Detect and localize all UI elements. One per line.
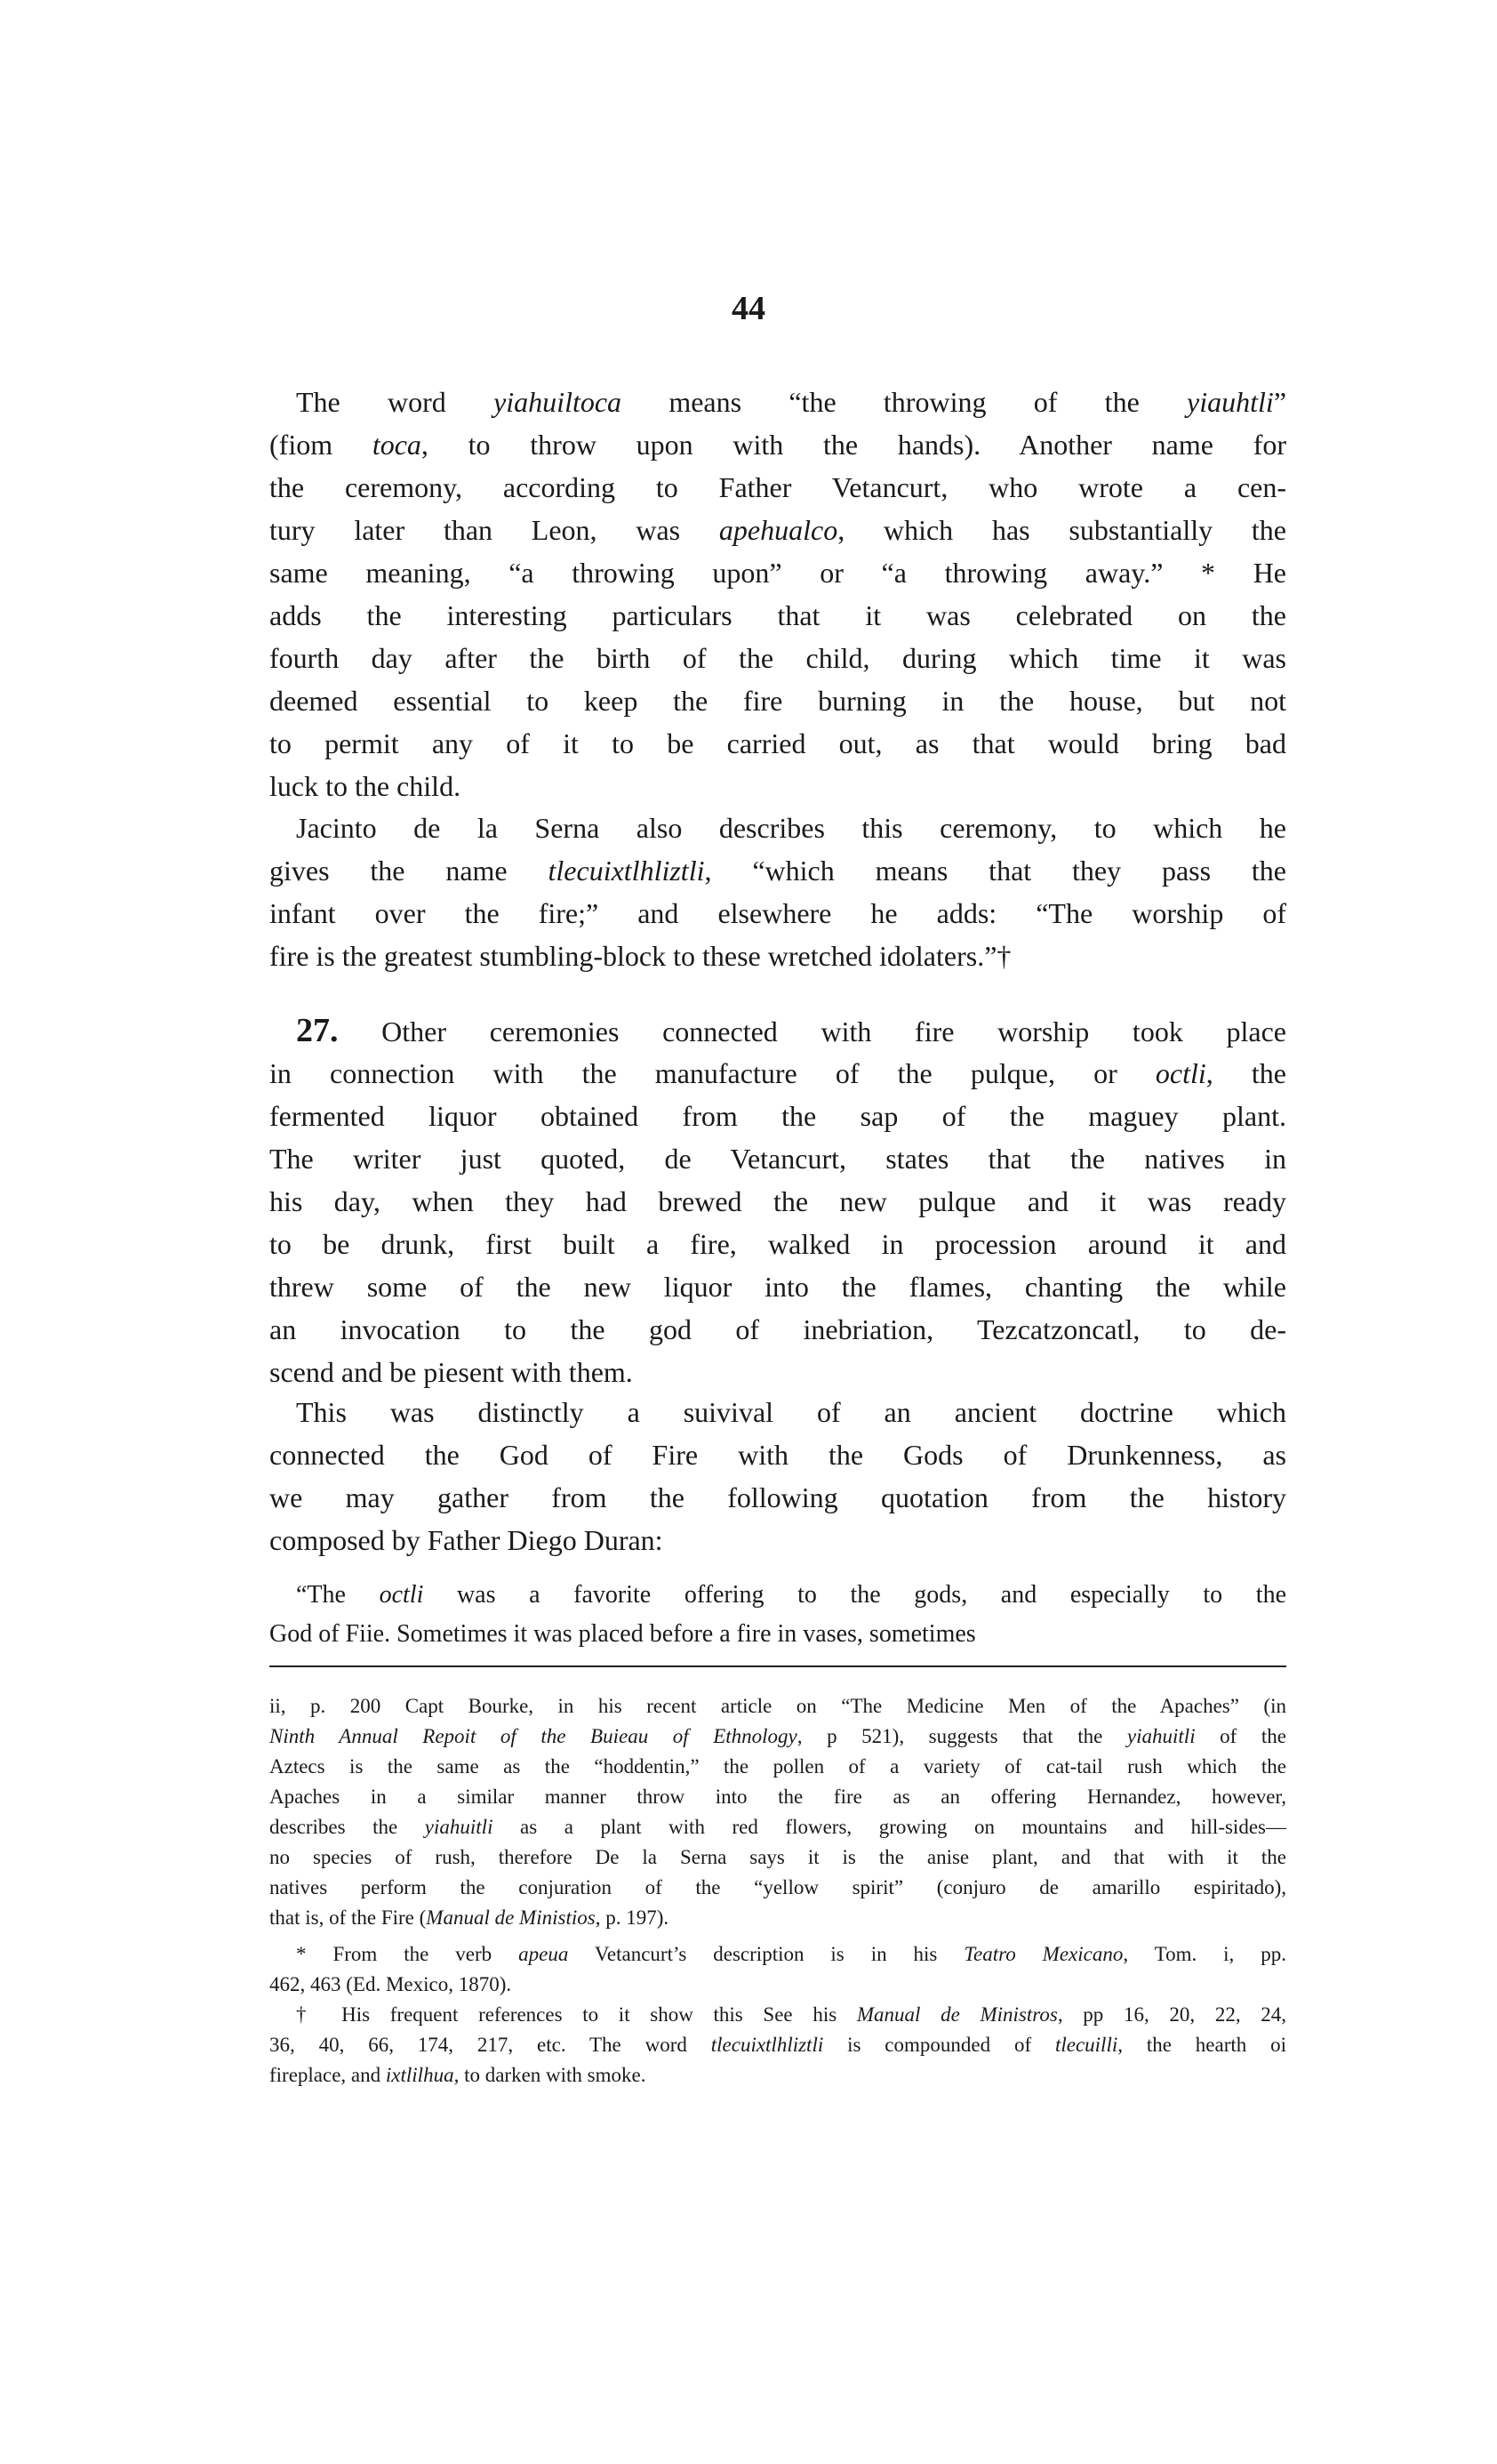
italic-text: toca: [372, 429, 421, 461]
text-line: [269, 2030, 1286, 2060]
text-segment: , “which means that they pass the: [704, 855, 1287, 887]
text-segment: means “the throwing of the: [621, 386, 1188, 418]
text-segment: to permit any of it to be carried out, as that would bring bad: [269, 727, 1286, 759]
text-line: [269, 1812, 1286, 1842]
text-segment: connected the God of Fire with the Gods of Drunkenness, as: [269, 1439, 1286, 1471]
text-line: [269, 807, 1286, 849]
page-number: 44: [732, 290, 765, 327]
text-segment: ii, p. 200 Capt Bourke, in his recent article on “The Medicine Men of the Apaches” (in: [269, 1695, 1286, 1717]
italic-text: yiahuitli: [1126, 1725, 1196, 1747]
text-segment: fireplace, and: [269, 2064, 386, 2086]
text-line: [269, 1265, 1286, 1308]
text-line: [269, 1519, 1286, 1561]
text-segment: , p. 197).: [595, 1906, 669, 1929]
text-segment: Jacinto de la Serna also describes this ceremony, to which he: [296, 812, 1286, 844]
paragraph-section-27: [269, 1009, 1286, 1393]
text-line: [269, 1842, 1286, 1873]
text-line: [269, 2060, 1286, 2091]
italic-text: Ninth Annual Repoit of the Buieau of Ethnology: [269, 1725, 797, 1747]
text-line: [269, 594, 1286, 637]
footnote-dagger: [269, 2000, 1286, 2091]
text-segment: of the: [1195, 1725, 1286, 1747]
text-line: [269, 1476, 1286, 1519]
text-segment: that is, of the Fire (: [269, 1906, 427, 1929]
text-line: [269, 1722, 1286, 1752]
text-line: [269, 1752, 1286, 1782]
italic-text: Teatro Mexicano: [964, 1943, 1124, 1965]
text-segment: fermented liquor obtained from the sap of the maguey plant.: [269, 1100, 1286, 1132]
italic-text: octli: [1155, 1057, 1206, 1089]
text-segment: , the: [1205, 1057, 1287, 1089]
footnote: [269, 1691, 1286, 1933]
text-segment: (fiom: [269, 429, 372, 461]
text-line: [269, 892, 1286, 935]
text-segment: tury later than Leon, was: [269, 514, 719, 546]
text-segment: * From the verb: [296, 1943, 519, 1965]
text-line: [269, 1903, 1286, 1933]
text-segment: ”: [1273, 386, 1287, 418]
text-line: [269, 2000, 1286, 2030]
text-line: [269, 1615, 1286, 1654]
text-line: [269, 509, 1286, 551]
text-segment: This was distinctly a suivival of an ancient doctrine which: [296, 1396, 1286, 1428]
text-line: [269, 679, 1286, 722]
text-line: [269, 1308, 1286, 1351]
text-line: [269, 1223, 1286, 1265]
italic-text: tlecuilli: [1054, 2034, 1118, 2056]
text-segment: 36, 40, 66, 174, 217, etc. The word: [269, 2034, 711, 2056]
text-segment: , pp 16, 20, 22, 24,: [1057, 2003, 1287, 2026]
text-segment: , to throw upon with the hands). Another name for: [420, 429, 1287, 461]
text-line: [269, 466, 1286, 509]
text-segment: scend and be piesent with them.: [269, 1356, 633, 1388]
section-number: 27.: [296, 1012, 339, 1049]
text-line: [269, 637, 1286, 679]
italic-text: Manual de Ministios: [426, 1906, 596, 1929]
text-segment: no species of rush, therefore De la Serna says it is the anise plant, and that with it the: [269, 1846, 1286, 1868]
text-segment: Vetancurt’s description is in his: [568, 1943, 965, 1965]
paragraph: [269, 1391, 1286, 1561]
text-segment: , Tom. i, pp.: [1123, 1943, 1286, 1965]
text-line: [269, 722, 1286, 765]
text-segment: , the hearth oi: [1117, 2034, 1286, 2056]
text-segment: Other ceremonies connected with fire worship took place: [338, 1015, 1286, 1047]
text-segment: Apaches in a similar manner throw into the fire as an offering Hernandez, however,: [269, 1786, 1286, 1808]
text-line: [269, 1873, 1286, 1903]
text-segment: was a favorite offering to the gods, and especially to the: [423, 1581, 1286, 1609]
text-segment: Aztecs is the same as the “hoddentin,” the pollen of a variety of cat-tail rush which the: [269, 1755, 1286, 1778]
text-segment: God of Fiie. Sometimes it was placed before a fire in vases, sometimes: [269, 1620, 976, 1648]
italic-text: octli: [379, 1581, 424, 1609]
italic-text: yiahuiltoca: [493, 386, 622, 418]
text-line: [269, 1391, 1286, 1433]
text-segment: , to darken with smoke.: [453, 2064, 646, 2086]
footnote-divider: [269, 1665, 1286, 1667]
text-line: [269, 1137, 1286, 1180]
italic-text: tlecuixtlhliztli: [710, 2034, 824, 2056]
text-segment: the ceremony, according to Father Vetancurt, who wrote a cen-: [269, 471, 1286, 503]
block-quote: [269, 1576, 1286, 1654]
text-segment: luck to the child.: [269, 770, 461, 802]
paragraph: [269, 381, 1286, 807]
text-line: [269, 1691, 1286, 1722]
text-segment: , p 521), suggests that the: [797, 1725, 1127, 1747]
text-segment: threw some of the new liquor into the flames, chanting the while: [269, 1271, 1286, 1303]
text-segment: describes the: [269, 1816, 425, 1838]
italic-text: yiahuitli: [424, 1816, 493, 1838]
text-line: [269, 1782, 1286, 1812]
text-segment: composed by Father Diego Duran:: [269, 1524, 663, 1556]
italic-text: Manual de Ministros: [856, 2003, 1058, 2026]
italic-text: apehualco: [718, 514, 838, 546]
text-line: [269, 935, 1286, 977]
italic-text: yiauhtli: [1187, 386, 1274, 418]
text-segment: 462, 463 (Ed. Mexico, 1870).: [269, 1973, 512, 1995]
footnote-asterisk: [269, 1939, 1286, 2000]
text-segment: natives perform the conjuration of the “yellow spirit” (conjuro de amarillo espiritado),: [269, 1876, 1286, 1898]
text-segment: gives the name: [269, 855, 548, 887]
text-line: [269, 1095, 1286, 1137]
text-line: [269, 1576, 1286, 1615]
paragraph: [269, 807, 1286, 977]
text-line: [269, 381, 1286, 423]
text-segment: is compounded of: [823, 2034, 1055, 2056]
text-segment: fire is the greatest stumbling-block to these wretched idolaters.”†: [269, 940, 1012, 972]
text-segment: “The: [296, 1581, 380, 1609]
text-segment: to be drunk, first built a fire, walked in procession around it and: [269, 1228, 1286, 1260]
text-line: [269, 1180, 1286, 1223]
text-segment: The writer just quoted, de Vetancurt, states that the natives in: [269, 1143, 1286, 1175]
text-line: [269, 1052, 1286, 1095]
text-segment: , which has substantially the: [837, 514, 1287, 546]
text-line: [269, 1433, 1286, 1476]
text-segment: an invocation to the god of inebriation, Tezcatzoncatl, to de-: [269, 1313, 1286, 1345]
italic-text: tlecuixtlhliztli: [548, 855, 705, 887]
italic-text: apeua: [518, 1943, 569, 1965]
text-line: [269, 1939, 1286, 1970]
text-segment: we may gather from the following quotation from the history: [269, 1481, 1286, 1513]
text-line: [269, 1970, 1286, 2000]
text-segment: in connection with the manufacture of the pulque, or: [269, 1057, 1156, 1089]
text-segment: deemed essential to keep the fire burning in the house, but not: [269, 685, 1286, 717]
text-segment: his day, when they had brewed the new pulque and it was ready: [269, 1185, 1286, 1217]
text-segment: fourth day after the birth of the child, during which time it was: [269, 642, 1286, 674]
text-line: [269, 849, 1286, 892]
italic-text: ixtlilhua: [385, 2064, 454, 2086]
text-segment: infant over the fire;” and elsewhere he adds: “The worship of: [269, 897, 1286, 929]
text-segment: adds the interesting particulars that it was celebrated on the: [269, 599, 1286, 631]
text-line: [269, 551, 1286, 594]
text-line: [269, 1351, 1286, 1393]
text-segment: † His frequent references to it show this See his: [296, 2003, 857, 2026]
text-line: [269, 423, 1286, 466]
text-segment: as a plant with red flowers, growing on mountains and hill-sides—: [492, 1816, 1286, 1838]
text-segment: same meaning, “a throwing upon” or “a throwing away.” * He: [269, 557, 1286, 589]
text-segment: The word: [296, 386, 494, 418]
text-line: [269, 1009, 1286, 1052]
text-line: [269, 765, 1286, 807]
